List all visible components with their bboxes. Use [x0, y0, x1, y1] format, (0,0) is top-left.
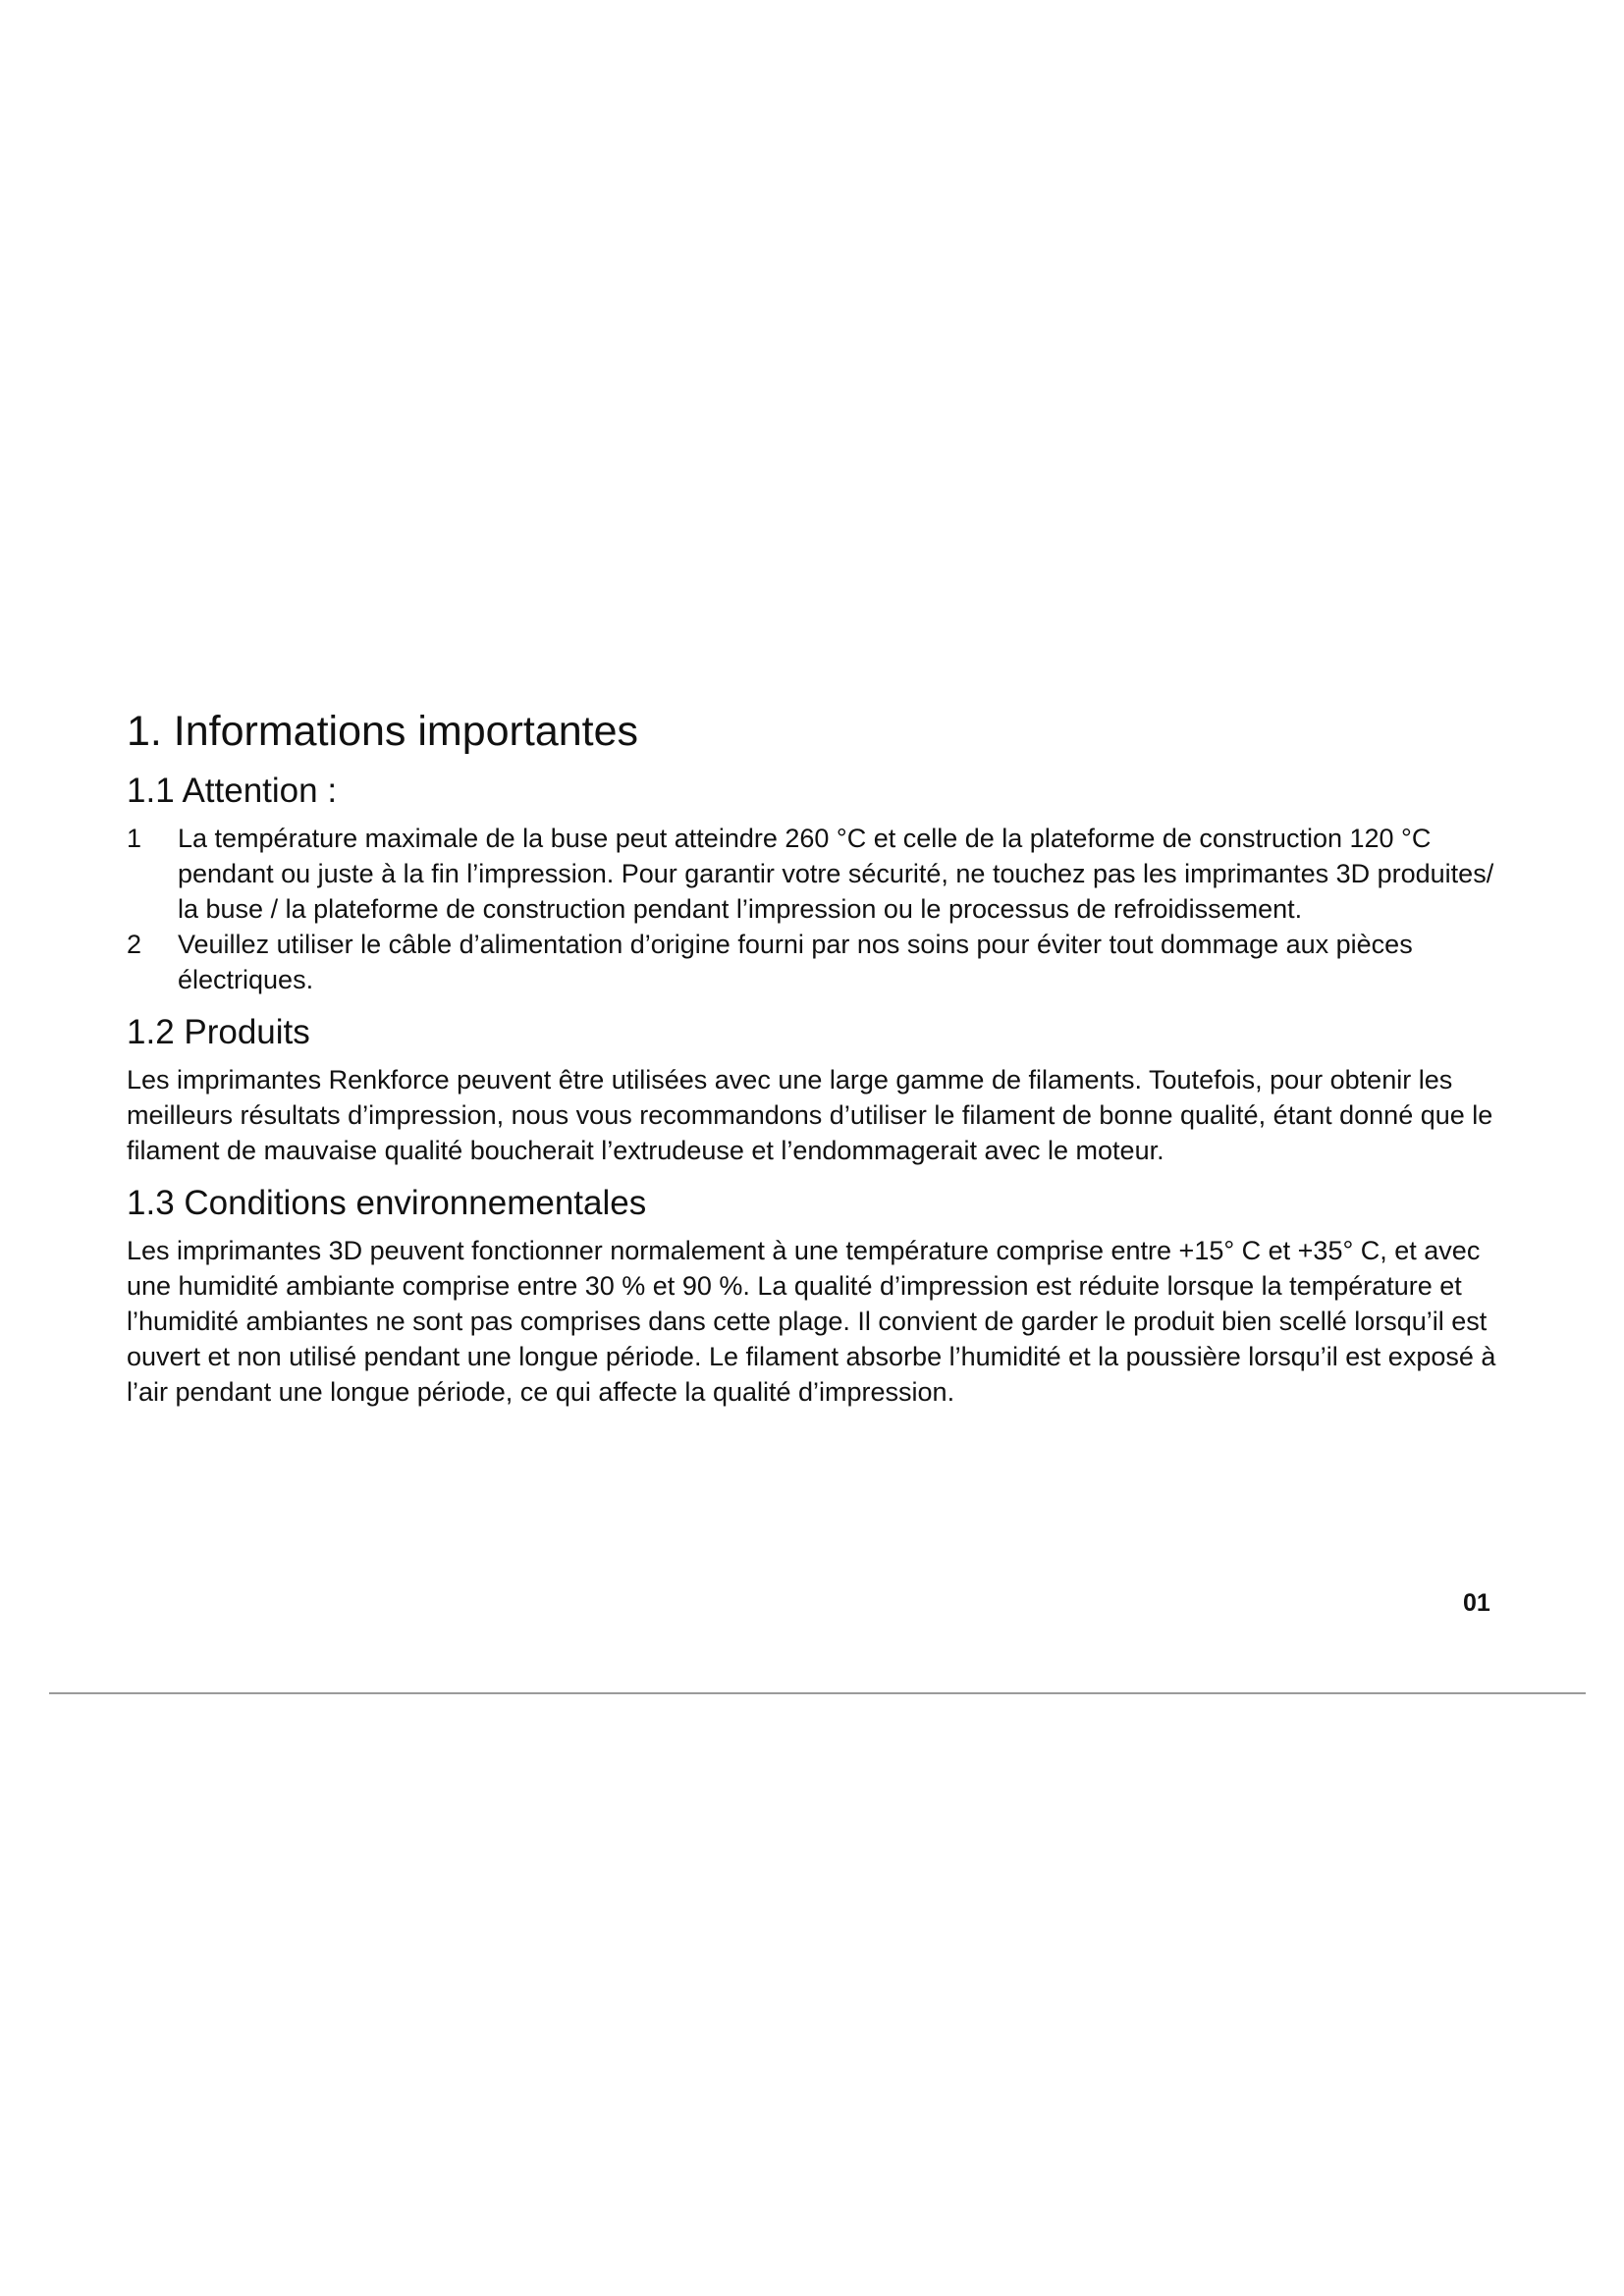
- section-conditions: [127, 1182, 1516, 1410]
- list-item-text: La température maximale de la buse peut atteindre 260 °C et celle de la plateforme de construction 120 °C pendant ou juste à la fin l’impression. Pour garantir votre sécurité, ne touchez pas les imprimantes 3D produites/ la buse / la plateforme de construction pendant l’impression ou le processus de refroidissement.: [178, 824, 1494, 924]
- list-item-number: 2: [127, 930, 142, 959]
- page-title: 1. Informations importantes: [127, 708, 639, 755]
- section-heading-attention: 1.1 Attention :: [127, 772, 338, 810]
- list-item: [127, 821, 1516, 927]
- section-heading-produits: 1.2 Produits: [127, 1013, 310, 1051]
- section-paragraph-produits: Les imprimantes Renkforce peuvent être utilisées avec une large gamme de filaments. Toutefois, pour obtenir les meilleurs résultats d’impression, nous vous recommandons d’utiliser le filament de bonne qualité, étant donné que le filament de mauvaise qualité boucherait l’extrudeuse et l’endommagerait avec le moteur.: [127, 1065, 1493, 1165]
- footer-divider: [49, 1692, 1586, 1694]
- list-item-text: Veuillez utiliser le câble d’alimentation d’origine fourni par nos soins pour éviter tout dommage aux pièces électriques.: [178, 930, 1413, 994]
- attention-list: [127, 821, 1516, 997]
- section-attention: [127, 770, 1516, 997]
- section-paragraph-conditions: Les imprimantes 3D peuvent fonctionner normalement à une température comprise entre +15° C et +35° C, et avec une humidité ambiante comprise entre 30 % et 90 %. La qualité d’impression est réduite lorsque la température et l’humidité ambiantes ne sont pas comprises dans cette plage. Il convient de garder le produit bien scellé lorsqu’il est ouvert et non utilisé pendant une longue période. Le filament absorbe l’humidité et la poussière lorsqu’il est exposé à l’air pendant une longue période, ce qui affecte la qualité d’impression.: [127, 1236, 1496, 1407]
- section-produits: [127, 1011, 1516, 1168]
- section-heading-conditions: 1.3 Conditions environnementales: [127, 1184, 647, 1222]
- list-item-number: 1: [127, 824, 142, 853]
- document-content: [127, 705, 1516, 1423]
- page-number: 01: [1463, 1589, 1490, 1617]
- list-item: [127, 927, 1516, 997]
